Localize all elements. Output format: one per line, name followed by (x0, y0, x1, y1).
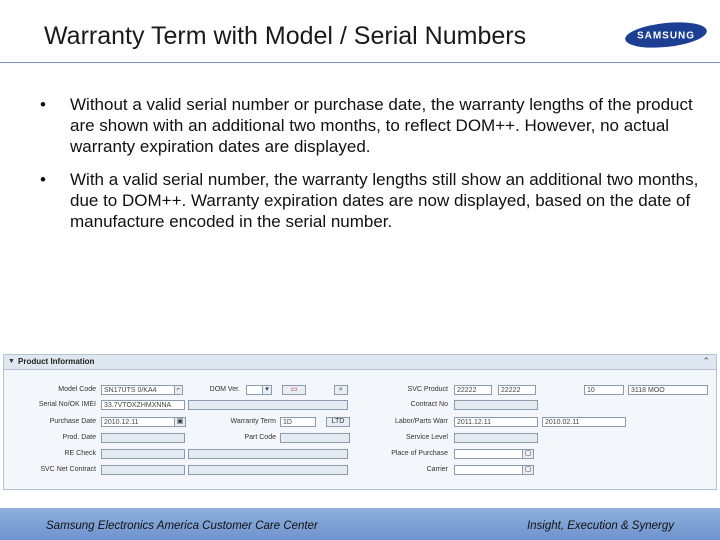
purchase-date-input[interactable]: 2010.12.11 (101, 417, 175, 427)
warranty-ltd-button[interactable]: LTD (326, 417, 350, 427)
re-check-field (101, 449, 185, 459)
blank-row-field (188, 465, 348, 475)
place-of-purchase-input[interactable] (454, 449, 526, 459)
dropdown-arrow-icon[interactable]: ▾ (262, 385, 272, 395)
service-level-label: Service Level (405, 434, 448, 441)
footer-left-text: Samsung Electronics America Customer Care Center (46, 520, 318, 532)
serial-no-label: Serial No/OK IMEI (38, 401, 96, 408)
search-icon[interactable]: ⌕ (334, 385, 348, 395)
parts-warranty-input[interactable]: 2010.02.11 (542, 417, 626, 427)
contract-no-label: Contract No (410, 401, 448, 408)
bullet-item (40, 169, 700, 232)
serial-no-input[interactable]: 33.7VTOXZHMXNNA (101, 400, 185, 410)
collapse-icon[interactable]: ⌃ (702, 356, 710, 366)
svc-net-contract-field (101, 465, 185, 475)
service-level-field (454, 433, 538, 443)
product-information-panel (3, 354, 717, 490)
panel-title: Product Information (18, 357, 95, 366)
bullet-text: With a valid serial number, the warranty lengths still show an additional two months, due to DOM++. Warranty expiration dates are now displayed, based on the date of manufacture encoded in the serial number. (70, 170, 699, 231)
title-rule (0, 62, 720, 63)
slide-title: Warranty Term with Model / Serial Numbers (44, 22, 527, 50)
model-code-label: Model Code (58, 386, 96, 393)
bullet-dot: • (40, 95, 46, 114)
samsung-logo (624, 20, 708, 50)
place-of-purchase-label: Place of Purchase (391, 450, 448, 457)
labor-warranty-input[interactable]: 2011.12.11 (454, 417, 538, 427)
svg-text:SAMSUNG: SAMSUNG (636, 30, 696, 42)
contract-no-field (454, 400, 538, 410)
lookup-icon[interactable]: ▢ (522, 449, 534, 459)
part-code-label: Part Code (244, 434, 276, 441)
panel-header[interactable] (4, 355, 716, 370)
dom-ver-label: DOM Ver. (209, 386, 240, 393)
bullet-list (40, 94, 700, 244)
re-check-label: RE Check (64, 450, 96, 457)
part-code-field (280, 433, 350, 443)
model-code-input[interactable]: SN17UTS 0/KA4 (101, 385, 179, 395)
svc-product-label: SVC Product (407, 386, 448, 393)
footer-bar (0, 508, 720, 540)
bullet-text: Without a valid serial number or purchase date, the warranty lengths of the product are shown with an additional two months, to reflect DOM++. However, no actual warranty expiration dates are displayed. (70, 95, 693, 156)
blank-row-field (188, 449, 348, 459)
svc-product-input-1[interactable]: 22222 (454, 385, 492, 395)
expand-arrow-icon[interactable]: ▼ (8, 358, 15, 365)
svc-product-input-3[interactable]: 10 (584, 385, 624, 395)
dom-edit-button[interactable]: ▭ (282, 385, 306, 395)
calendar-icon[interactable]: ▣ (174, 417, 186, 427)
lookup-icon[interactable]: ▢ (522, 465, 534, 475)
carrier-label: Carrier (426, 466, 448, 473)
blank-row-field (188, 400, 348, 410)
model-lookup-icon[interactable]: ⌐ (174, 385, 183, 395)
bullet-dot: • (40, 170, 46, 189)
warranty-term-label: Warranty Term (230, 418, 276, 425)
footer-right-text: Insight, Execution & Synergy (526, 520, 674, 532)
svc-product-input-4[interactable]: 3118 MOO (628, 385, 708, 395)
labor-parts-label: Labor/Parts Warr (394, 418, 448, 425)
svc-net-contract-label: SVC Net Contract (40, 466, 96, 473)
bullet-item (40, 94, 700, 157)
purchase-date-label: Purchase Date (49, 418, 96, 425)
prod-date-label: Prod. Date (62, 434, 96, 441)
prod-date-field (101, 433, 185, 443)
carrier-input[interactable] (454, 465, 526, 475)
warranty-term-input[interactable]: 1D (280, 417, 316, 427)
svc-product-input-2[interactable]: 22222 (498, 385, 536, 395)
